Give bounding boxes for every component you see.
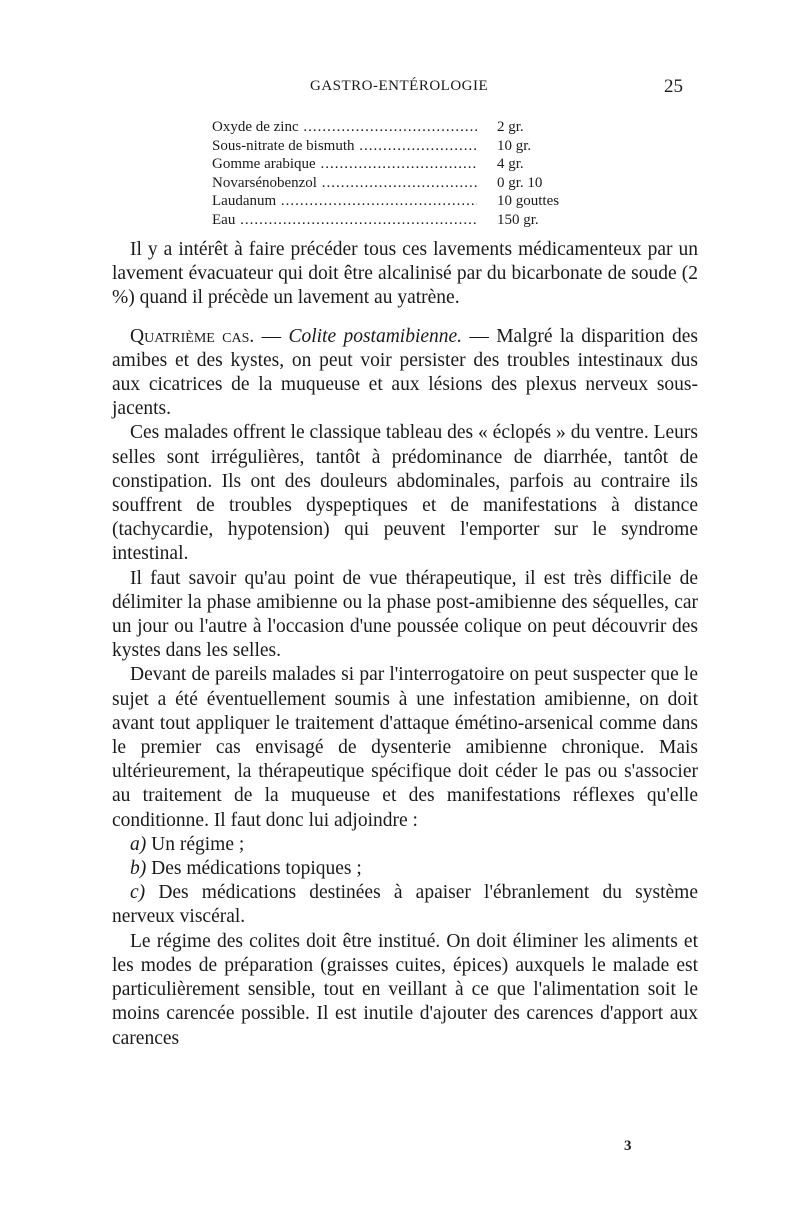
list-text: Des médications destinées à apaiser l'ébranlement du système nerveux viscéral. xyxy=(112,882,698,928)
formula-row xyxy=(212,174,612,193)
case-heading: Quatrième cas. xyxy=(130,325,255,347)
formula-quantity: 0 gr. 10 xyxy=(497,174,543,191)
formula-row xyxy=(212,211,612,230)
formula-ingredient: Oxyde de zinc ..... xyxy=(212,118,477,137)
paragraph-fourth-case xyxy=(112,325,698,422)
case-title: Colite postamibienne. xyxy=(288,325,463,347)
paragraph-regime: Le régime des colites doit être institué. On doit éliminer les aliments et les modes de préparation (graisses cuites, épices) auxquels le malade est particulièrement sensible, tout en veillant à ce que l'alimentation soit le moins carencée possible. Il est inutile d'ajouter des carences d'apport aux carences xyxy=(112,930,698,1049)
formula-quantity: 2 gr. xyxy=(497,119,524,135)
list-item xyxy=(112,857,698,881)
formula-row xyxy=(212,118,612,137)
paragraph-lavements: Il y a intérêt à faire précéder tous ces lavements médicamenteux par un lavement évacuateur qui doit être alcalinisé par du bicarbonate de soude (2 %) quand il précède un lavement au yatrène. xyxy=(112,239,698,309)
paragraph-eclopes: Ces malades offrent le classique tableau des « éclopés » du ventre. Leurs selles sont irrégulières, tantôt à prédominance de diarrhée, tantôt de constipation. Ils ont des douleurs abdominales, parfois au contraire ils souffrent de troubles dyspeptiques et de manifestations à distance (tachycardie, hypotension) qui peuvent l'emporter sur le syndrome intestinal. xyxy=(112,422,698,565)
page-number: 25 xyxy=(664,76,683,97)
list-marker: c) xyxy=(130,882,146,904)
running-title: GASTRO-ENTÉROLOGIE xyxy=(310,78,489,94)
list-text: Un régime ; xyxy=(146,833,245,855)
list-item xyxy=(112,881,698,929)
formula-quantity: 4 gr. xyxy=(497,156,524,173)
body-text xyxy=(112,238,698,1051)
case-text: — Malgré la disparition des amibes et des kystes, on peut voir persister des troubles intestinaux dus aux cicatrices de la muqueuse et aux lésions des plexus nerveux sous-jacents. xyxy=(112,325,698,420)
formula-ingredient: Novarsénobenzol ..... xyxy=(212,174,477,193)
signature-mark: 3 xyxy=(624,1138,632,1154)
paragraph-devant: Devant de pareils malades si par l'interrogatoire on peut suspecter que le sujet a été éventuellement soumis à une infestation amibienne, on doit avant tout appliquer le traitement d'attaque émétino-arsenical comme dans le premier cas envisagé de dysenterie amibienne chronique. Mais ultérieurement, la thérapeutique spécifique doit céder le pas ou s'associer au traitement de la muqueuse et des manifestations réflexes qu'elle conditionne. Il faut donc lui adjoindre : xyxy=(112,664,698,831)
case-dash: — xyxy=(254,325,289,347)
prescription-formula xyxy=(212,118,612,230)
formula-ingredient: Eau ..... xyxy=(212,211,477,230)
list-text: Des médications topiques ; xyxy=(146,858,362,880)
formula-ingredient: Laudanum ..... xyxy=(212,192,477,211)
formula-quantity: 10 gr. xyxy=(497,137,532,154)
list-marker: b) xyxy=(130,858,147,880)
formula-quantity: 150 gr. xyxy=(497,211,539,228)
formula-row xyxy=(212,137,612,156)
list-marker: a) xyxy=(130,833,147,855)
paragraph-therapeutique: Il faut savoir qu'au point de vue thérapeutique, il est très difficile de délimiter la phase amibienne ou la phase post-amibienne des séquelles, car un jour ou l'autre à l'occasion d'une poussée colique on peut découvrir des kystes dans les selles. xyxy=(112,567,698,662)
formula-row xyxy=(212,155,612,174)
formula-ingredient: Gomme arabique ..... xyxy=(212,155,477,174)
formula-row xyxy=(212,192,612,211)
formula-ingredient: Sous-nitrate de bismuth ..... xyxy=(212,137,477,156)
formula-quantity: 10 gouttes xyxy=(497,193,560,210)
list-item xyxy=(112,833,698,857)
